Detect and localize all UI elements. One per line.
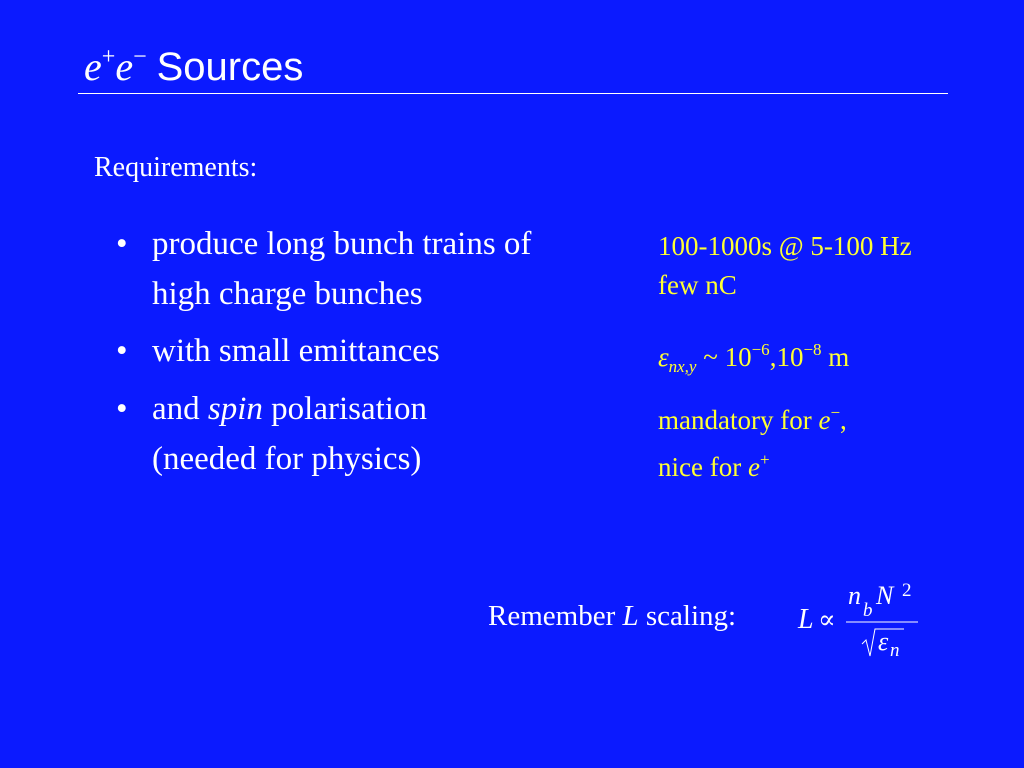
emittance-mid-2: ,10: [769, 342, 804, 372]
emittance-exp-1: −6: [751, 340, 770, 359]
polarisation-line-2: nice for: [658, 452, 748, 482]
title-word: Sources: [156, 45, 304, 89]
emittance-subscript: nx,y: [668, 357, 697, 376]
title-e-minus: e: [115, 44, 134, 89]
requirements-label: Requirements:: [94, 152, 258, 183]
emittance-exp-2: −8: [803, 340, 822, 359]
formula-proportional: ∝: [818, 605, 836, 634]
emittance-symbol: ε: [658, 342, 669, 372]
remember-text: [488, 598, 736, 634]
bunch-train-spec: [658, 227, 912, 305]
bullet-3: [116, 384, 427, 484]
polarisation-comma: ,: [840, 405, 847, 435]
bunch-charge: few nC: [658, 270, 737, 300]
bullet-dot: •: [116, 333, 128, 369]
polarisation-line-1: mandatory for: [658, 405, 819, 435]
bullet-3-italic: spin: [207, 391, 263, 427]
bullet-3-line-2: (needed for physics): [152, 441, 422, 477]
polarisation-plus-sup: +: [759, 450, 770, 469]
title-plus-sup: +: [101, 44, 116, 70]
title-e-plus: e: [84, 44, 102, 89]
emittance-unit: m: [821, 342, 850, 372]
polarisation-e-minus: e: [818, 405, 831, 435]
formula-lhs: L: [798, 604, 814, 635]
remember-var: L: [622, 600, 639, 632]
luminosity-formula: [790, 570, 930, 665]
bullet-dot: •: [116, 391, 128, 427]
bullet-3-pre: and: [152, 391, 208, 427]
emittance-spec: [658, 330, 849, 386]
polarisation-minus-sup: −: [830, 403, 841, 422]
bullet-1-line-1: produce long bunch trains of: [152, 226, 532, 262]
emittance-mid: ~ 10: [696, 342, 752, 372]
title-minus-sup: −: [133, 44, 147, 70]
polarisation-e-plus: e: [747, 452, 760, 482]
bullet-1-line-2: high charge bunches: [152, 276, 423, 312]
remember-pre: Remember: [488, 600, 623, 632]
formula-num-exp: 2: [902, 580, 912, 601]
bullet-1: [116, 219, 531, 319]
polarisation-spec: [658, 393, 847, 487]
formula-den-epsilon: ε: [878, 627, 889, 656]
formula-num-b: b: [863, 600, 873, 621]
bullet-3-post: polarisation: [262, 391, 427, 427]
formula-den-n: n: [890, 640, 900, 661]
bunch-train-rate: 100-1000s @ 5-100 Hz: [658, 231, 912, 261]
formula-num-n: n: [848, 581, 861, 610]
bullet-dot: •: [116, 226, 128, 262]
remember-post: scaling:: [638, 600, 737, 632]
bullet-2-text: with small emittances: [152, 333, 440, 369]
title-divider: [78, 93, 948, 94]
bullet-2: [116, 326, 440, 376]
formula-num-N: N: [876, 581, 894, 610]
slide-title: [84, 34, 303, 90]
